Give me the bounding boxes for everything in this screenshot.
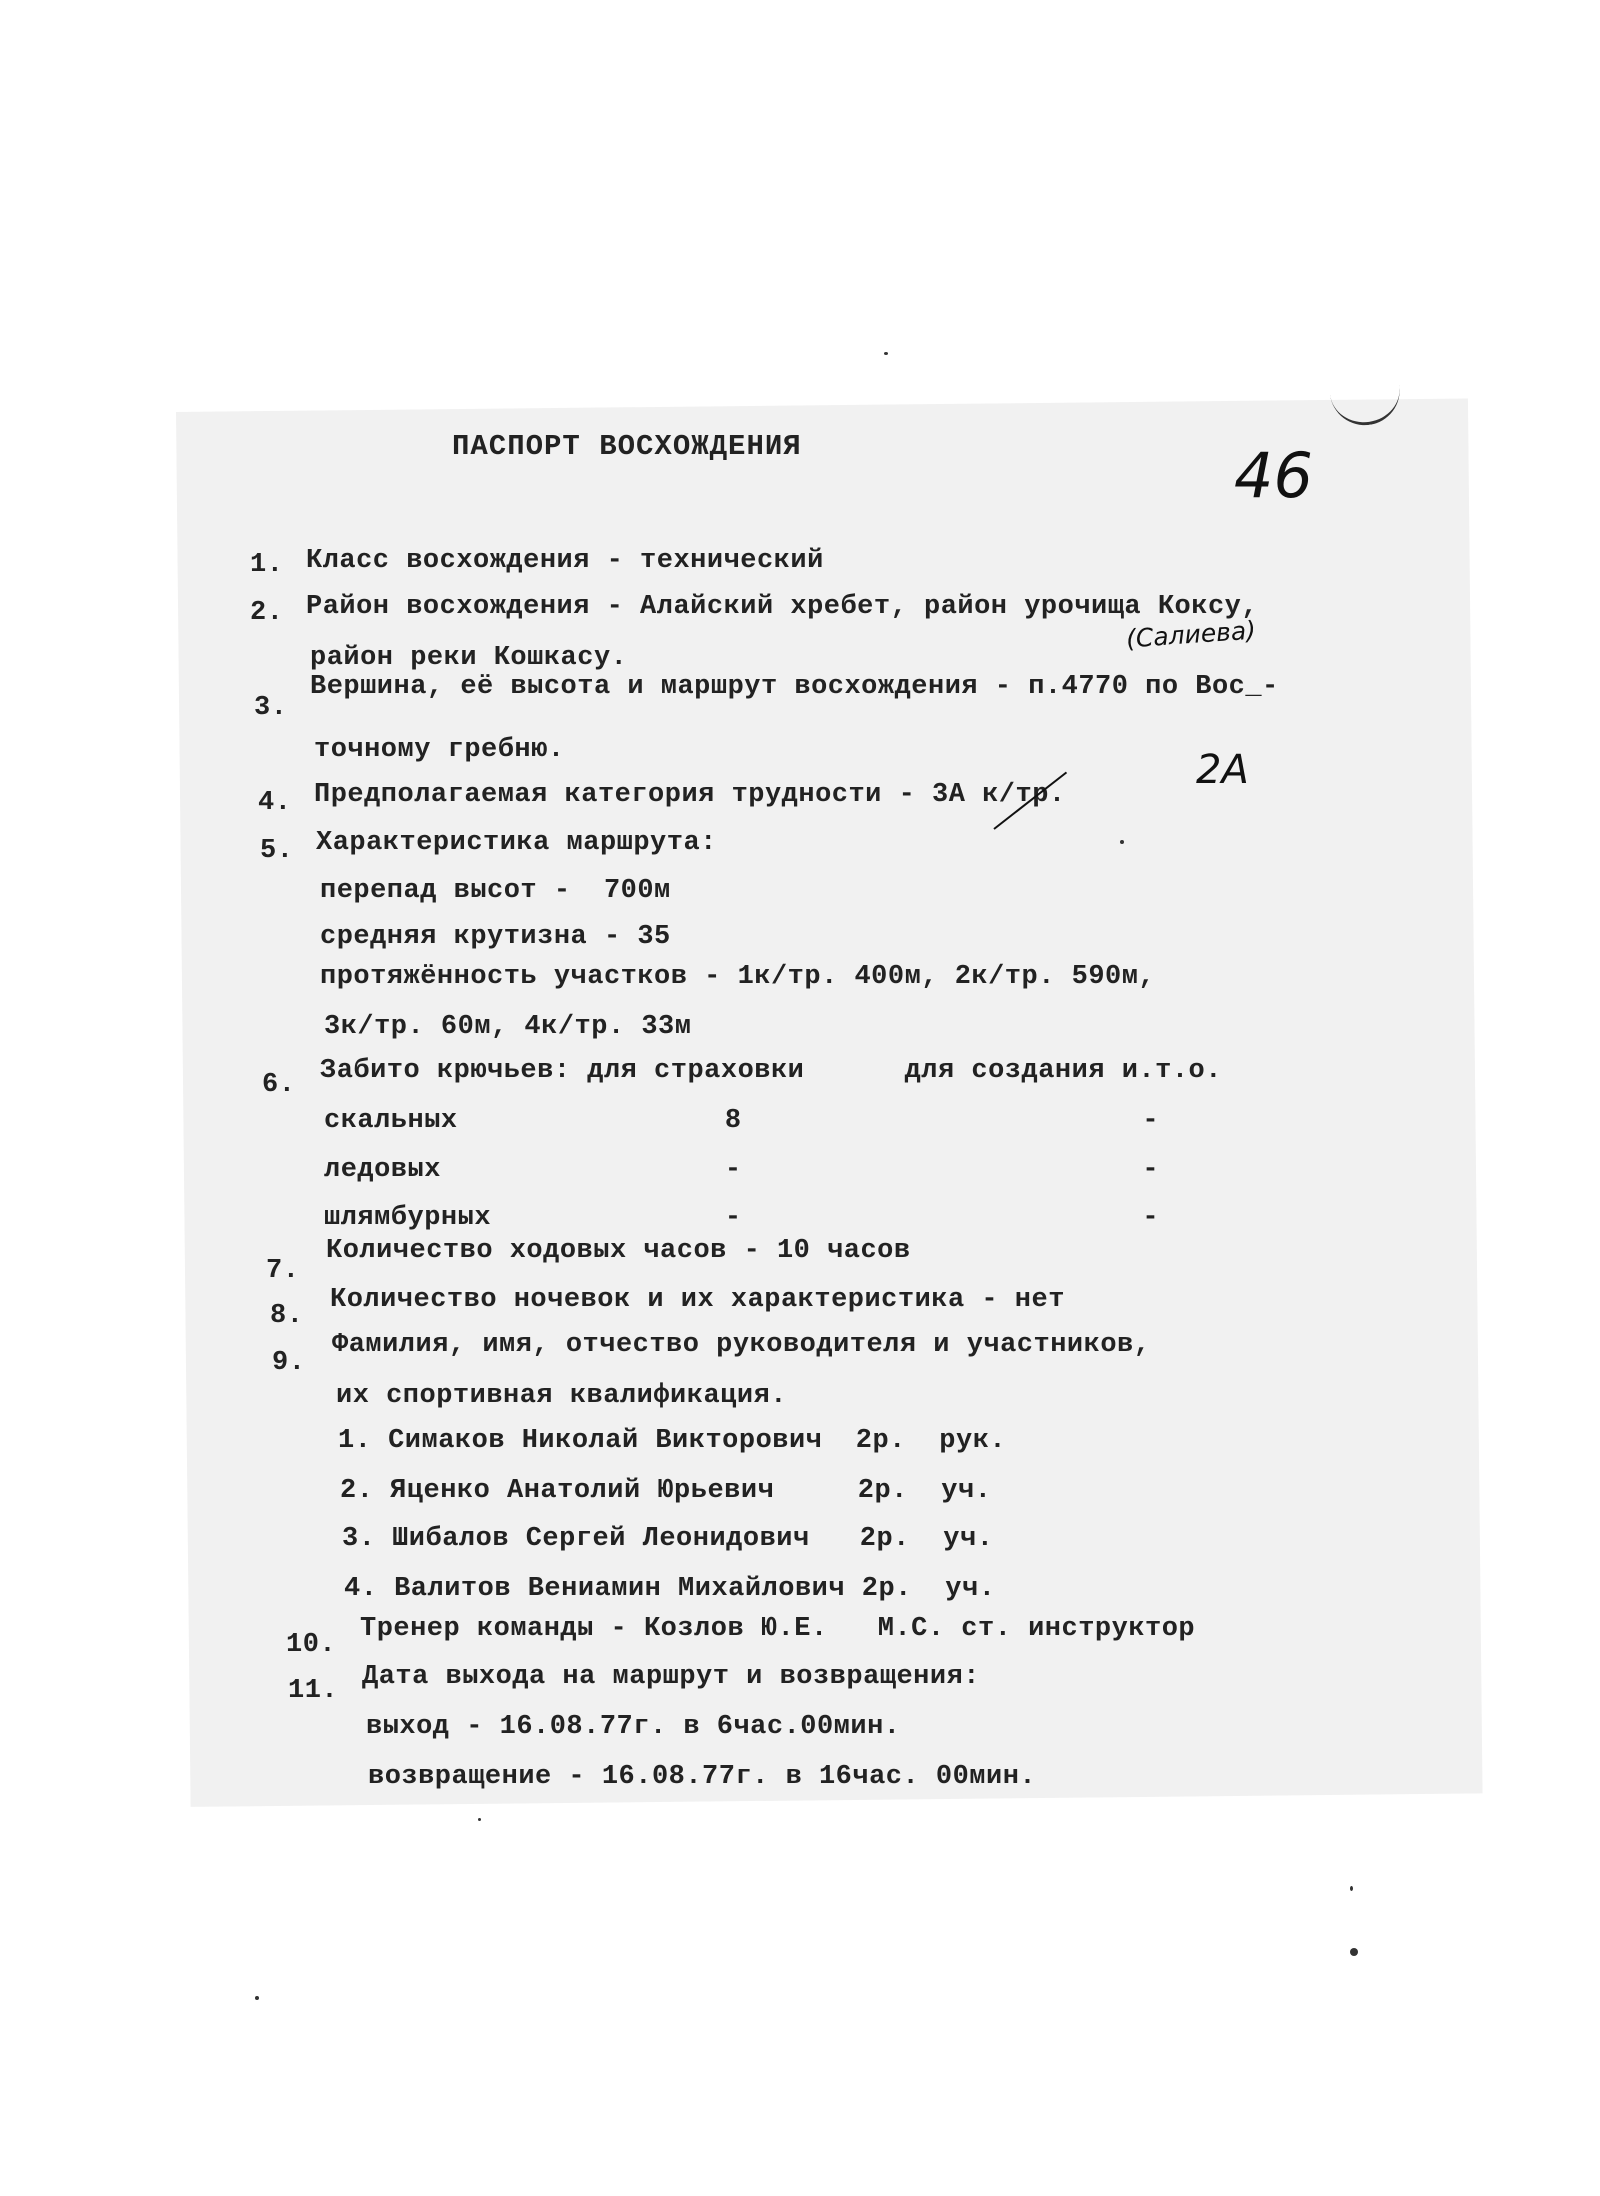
- item-number: 11.: [288, 1676, 339, 1706]
- item-text: Количество ночевок и их характеристика - нет: [330, 1285, 1065, 1315]
- item-number: 3.: [254, 693, 288, 723]
- item-text: Класс восхождения - технический: [306, 546, 824, 576]
- item-text: Вершина, её высота и маршрут восхождения - п.4770 по Вос_-: [310, 672, 1279, 702]
- document-title: ПАСПОРТ ВОСХОЖДЕНИЯ: [452, 430, 802, 463]
- item-text: Тренер команды - Козлов Ю.Е. М.С. ст. инструктор: [360, 1614, 1196, 1644]
- scan-speck: [255, 1996, 259, 2000]
- item-number: 1.: [250, 550, 284, 580]
- item-number: 9.: [272, 1348, 306, 1378]
- item-number: 10.: [286, 1630, 337, 1660]
- pitons-row: скальных 8 -: [324, 1106, 1160, 1136]
- item-text: точному гребню.: [314, 735, 565, 765]
- route-detail: 3к/тр. 60м, 4к/тр. 33м: [324, 1012, 692, 1042]
- scan-speck: [1120, 840, 1124, 844]
- item-text: Район восхождения - Алайский хребет, район урочища Коксу,: [306, 592, 1259, 622]
- scan-speck: [478, 1818, 481, 1821]
- item-number: 7.: [266, 1256, 300, 1286]
- item-text: Дата выхода на маршрут и возвращения:: [362, 1662, 980, 1692]
- route-detail: перепад высот - 700м: [320, 876, 671, 906]
- date-row: выход - 16.08.77г. в 6час.00мин.: [366, 1712, 901, 1742]
- handwritten-peak-name: (Салиева): [1125, 615, 1257, 654]
- item-text: район реки Кошкасу.: [310, 643, 628, 673]
- scan-speck: [1350, 1886, 1353, 1891]
- item-number: 6.: [262, 1070, 296, 1100]
- item-text: Фамилия, имя, отчество руководителя и участников,: [332, 1330, 1151, 1360]
- handwritten-grade: 2А: [1196, 747, 1249, 793]
- item-text: их спортивная квалификация.: [336, 1381, 787, 1411]
- participant-row: 3. Шибалов Сергей Леонидович 2р. уч.: [342, 1524, 994, 1554]
- item-number: 5.: [260, 836, 294, 866]
- scan-speck: [1350, 1948, 1358, 1956]
- item-number: 4.: [258, 788, 292, 818]
- item-text: Предполагаемая категория трудности - 3А к/тр.: [314, 780, 1066, 810]
- page-number: 46: [1234, 439, 1313, 512]
- item-text: Характеристика маршрута:: [316, 828, 717, 858]
- date-row: возвращение - 16.08.77г. в 16час. 00мин.: [368, 1762, 1037, 1792]
- participant-row: 1. Симаков Николай Викторович 2р. рук.: [338, 1426, 1007, 1456]
- scan-speck: [884, 352, 888, 355]
- item-text: Забито крючьев: для страховки для создания и.т.о.: [320, 1056, 1222, 1086]
- route-detail: протяжённость участков - 1к/тр. 400м, 2к/тр. 590м,: [320, 962, 1156, 992]
- item-text: Количество ходовых часов - 10 часов: [326, 1236, 911, 1266]
- pitons-row: шлямбурных - -: [324, 1203, 1160, 1233]
- participant-row: 4. Валитов Вениамин Михайлович 2р. уч.: [344, 1574, 996, 1604]
- item-number: 2.: [250, 598, 284, 628]
- participant-row: 2. Яценко Анатолий Юрьевич 2р. уч.: [340, 1476, 992, 1506]
- route-detail: средняя крутизна - 35: [320, 922, 671, 952]
- pitons-row: ледовых - -: [324, 1155, 1160, 1185]
- item-number: 8.: [270, 1301, 304, 1331]
